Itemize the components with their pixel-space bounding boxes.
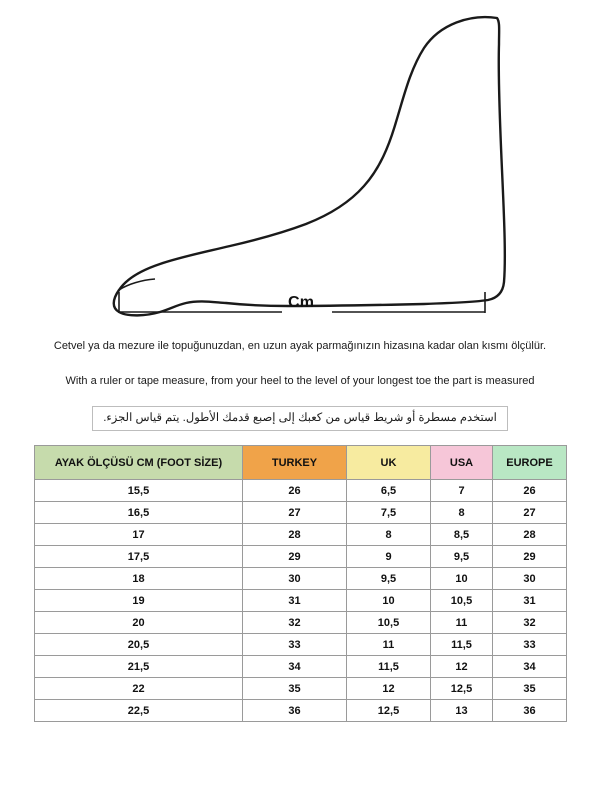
table-body xyxy=(35,480,567,722)
cell-foot-size: 20 xyxy=(35,612,243,634)
cell-europe: 29 xyxy=(493,546,567,568)
table-header xyxy=(35,446,567,480)
column-header-turkey: TURKEY xyxy=(243,446,347,480)
cell-europe: 34 xyxy=(493,656,567,678)
cell-usa: 12 xyxy=(431,656,493,678)
column-header-uk: UK xyxy=(347,446,431,480)
table-row xyxy=(35,546,567,568)
cell-usa: 9,5 xyxy=(431,546,493,568)
column-header-europe: EUROPE xyxy=(493,446,567,480)
instructions-block xyxy=(0,338,600,431)
cell-foot-size: 18 xyxy=(35,568,243,590)
cell-uk: 12,5 xyxy=(347,700,431,722)
cell-turkey: 32 xyxy=(243,612,347,634)
table-row xyxy=(35,480,567,502)
cell-foot-size: 20,5 xyxy=(35,634,243,656)
cell-foot-size: 16,5 xyxy=(35,502,243,524)
cell-europe: 31 xyxy=(493,590,567,612)
column-header-usa: USA xyxy=(431,446,493,480)
cell-foot-size: 21,5 xyxy=(35,656,243,678)
table-row xyxy=(35,634,567,656)
foot-side-profile-icon xyxy=(0,0,600,330)
instruction-arabic-wrap xyxy=(28,406,572,431)
table-row xyxy=(35,568,567,590)
cell-foot-size: 17 xyxy=(35,524,243,546)
cell-usa: 8,5 xyxy=(431,524,493,546)
cell-uk: 9,5 xyxy=(347,568,431,590)
cell-turkey: 30 xyxy=(243,568,347,590)
cell-turkey: 29 xyxy=(243,546,347,568)
cell-turkey: 27 xyxy=(243,502,347,524)
cell-turkey: 26 xyxy=(243,480,347,502)
table-row xyxy=(35,502,567,524)
table-header-row xyxy=(35,446,567,480)
cell-europe: 26 xyxy=(493,480,567,502)
cell-europe: 33 xyxy=(493,634,567,656)
cell-europe: 36 xyxy=(493,700,567,722)
cell-usa: 7 xyxy=(431,480,493,502)
cell-foot-size: 15,5 xyxy=(35,480,243,502)
cell-foot-size: 17,5 xyxy=(35,546,243,568)
cell-europe: 30 xyxy=(493,568,567,590)
cell-usa: 12,5 xyxy=(431,678,493,700)
cell-turkey: 31 xyxy=(243,590,347,612)
cell-turkey: 33 xyxy=(243,634,347,656)
cell-usa: 11,5 xyxy=(431,634,493,656)
cell-uk: 8 xyxy=(347,524,431,546)
cell-uk: 6,5 xyxy=(347,480,431,502)
cell-europe: 35 xyxy=(493,678,567,700)
cell-usa: 10 xyxy=(431,568,493,590)
column-header-foot-size: AYAK ÖLÇÜSÜ CM (FOOT SİZE) xyxy=(35,446,243,480)
cell-uk: 7,5 xyxy=(347,502,431,524)
cell-uk: 11,5 xyxy=(347,656,431,678)
cell-uk: 11 xyxy=(347,634,431,656)
cell-uk: 12 xyxy=(347,678,431,700)
cell-uk: 10 xyxy=(347,590,431,612)
cell-usa: 10,5 xyxy=(431,590,493,612)
foot-measurement-diagram xyxy=(0,0,600,330)
measurement-unit-label: Cm xyxy=(288,294,315,311)
cell-foot-size: 22,5 xyxy=(35,700,243,722)
instruction-english: With a ruler or tape measure, from your heel to the level of your longest toe the part is measured xyxy=(65,375,535,387)
cell-europe: 28 xyxy=(493,524,567,546)
table-row xyxy=(35,590,567,612)
instruction-arabic: استخدم مسطرة أو شريط قياس من كعبك إلى إصبع قدمك الأطول. يتم قياس الجزء. xyxy=(92,406,508,431)
table-row xyxy=(35,612,567,634)
cell-turkey: 28 xyxy=(243,524,347,546)
cell-uk: 9 xyxy=(347,546,431,568)
size-table-wrap xyxy=(0,445,600,722)
table-row xyxy=(35,700,567,722)
table-row xyxy=(35,678,567,700)
instruction-turkish: Cetvel ya da mezure ile topuğunuzdan, en uzun ayak parmağınızın hizasına kadar olan kısmı ölçülür. xyxy=(53,340,547,352)
table-row xyxy=(35,524,567,546)
cell-usa: 13 xyxy=(431,700,493,722)
shoe-size-table xyxy=(34,445,567,722)
table-row xyxy=(35,656,567,678)
cell-turkey: 34 xyxy=(243,656,347,678)
cell-turkey: 36 xyxy=(243,700,347,722)
cell-uk: 10,5 xyxy=(347,612,431,634)
cell-usa: 8 xyxy=(431,502,493,524)
cell-turkey: 35 xyxy=(243,678,347,700)
cell-europe: 32 xyxy=(493,612,567,634)
cell-europe: 27 xyxy=(493,502,567,524)
cell-usa: 11 xyxy=(431,612,493,634)
cell-foot-size: 22 xyxy=(35,678,243,700)
cell-foot-size: 19 xyxy=(35,590,243,612)
